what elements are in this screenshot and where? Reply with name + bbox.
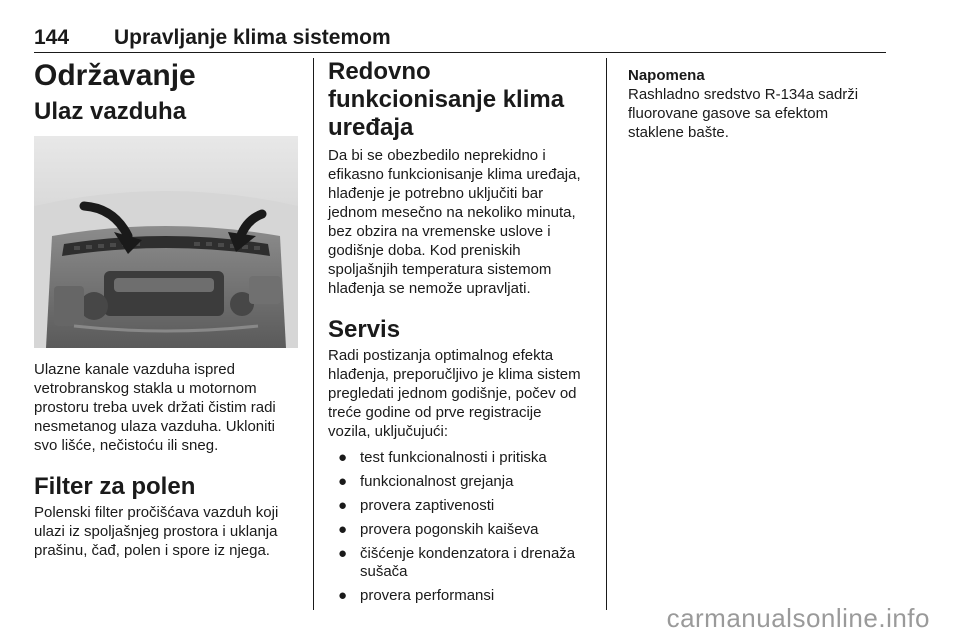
bullet-icon: ● xyxy=(338,497,348,514)
subsection-title-air-intake: Ulaz vazduha xyxy=(34,98,187,125)
bullet-icon: ● xyxy=(338,587,348,604)
engine-bay-drawing xyxy=(34,136,298,348)
list-item-text: test funkcionalnosti i pritiska xyxy=(360,449,547,466)
column-right xyxy=(628,58,888,142)
subsection-title-service: Servis xyxy=(328,316,401,343)
engine-bay-illustration xyxy=(34,136,298,348)
air-intake-text: Ulazne kanale vazduha ispred vetrobranskog stakla u motornom prostoru treba uvek držati čistim radi nesmetanog ulaza vazduha. Ukloniti svo lišće, nečistoću ili sneg. xyxy=(34,361,276,454)
note-title: Napomena xyxy=(628,67,705,84)
list-item-text: provera performansi xyxy=(360,587,495,604)
list-item xyxy=(328,545,588,581)
section-title: Održavanje xyxy=(34,59,196,92)
list-item xyxy=(328,587,588,605)
pollen-filter-text: Polenski filter pročišćava vazduh koji ulazi iz spoljašnjeg prostora i uklanja prašinu, čađ, polen i spore iz njega. xyxy=(34,504,279,559)
chapter-title: Upravljanje klima sistemom xyxy=(114,26,391,49)
column-divider xyxy=(313,58,314,610)
list-item xyxy=(328,521,588,539)
list-item xyxy=(328,497,588,515)
subsection-title-regular-operation: Redovno funkcionisanje klima uređaja xyxy=(328,58,565,141)
list-item xyxy=(328,449,588,467)
column-left xyxy=(34,58,302,560)
service-checklist xyxy=(328,449,588,605)
service-text: Radi postizanja optimalnog efekta hlađenja, preporučljivo je klima sistem pregledati jednom godišnje, počev od treće godine od prve registracije vozila, uključujući: xyxy=(328,347,581,440)
page-number: 144 xyxy=(34,26,70,49)
list-item-text: funkcionalnost grejanja xyxy=(360,473,514,490)
list-item xyxy=(328,473,588,491)
bullet-icon: ● xyxy=(338,521,348,538)
list-item-text: čišćenje kondenzatora i drenaža sušača xyxy=(360,545,576,580)
subsection-title-pollen-filter: Filter za polen xyxy=(34,473,196,500)
regular-operation-text: Da bi se obezbedilo neprekidno i efikasno funkcionisanje klima uređaja, hlađenje je potrebno uključiti bar jednom mesečno na nekoliko minuta, bez obzira na vremenske uslove i godišnje doba. Kod preniskih spoljašnjih temperatura sistemom hlađenja se nemože upravljati. xyxy=(328,147,581,297)
column-middle xyxy=(328,58,588,611)
bullet-icon: ● xyxy=(338,545,348,562)
column-divider xyxy=(606,58,607,610)
bullet-icon: ● xyxy=(338,473,348,490)
watermark: carmanualsonline.info xyxy=(666,603,930,633)
list-item-text: provera zaptivenosti xyxy=(360,497,495,514)
page-header xyxy=(34,22,886,53)
note-text: Rashladno sredstvo R-134a sadrži fluorovane gasove sa efektom staklene bašte. xyxy=(628,86,859,141)
bullet-icon: ● xyxy=(338,449,348,466)
list-item-text: provera pogonskih kaiševa xyxy=(360,521,539,538)
